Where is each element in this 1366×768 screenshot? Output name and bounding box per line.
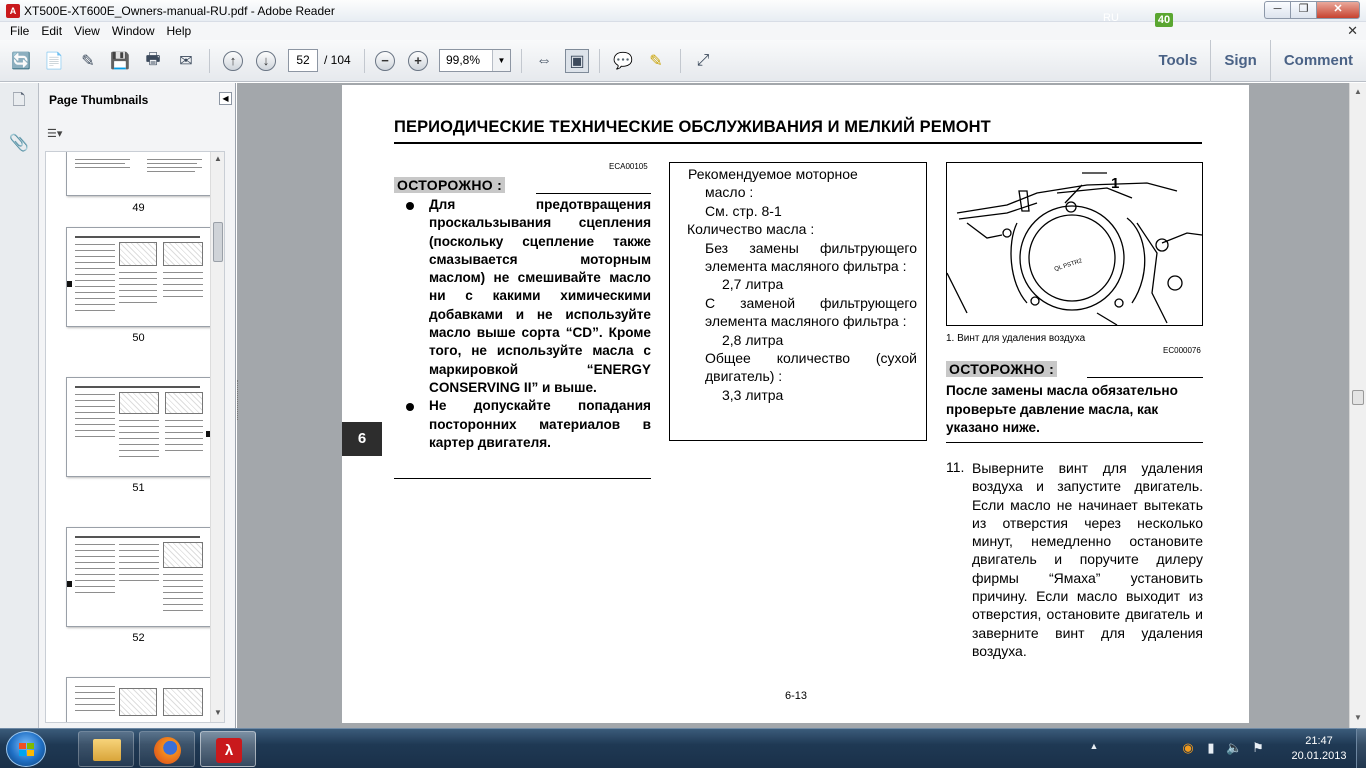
zoom-value: 99,8% [446, 53, 481, 67]
caution-rule [536, 193, 651, 194]
page-footer-number: 6-13 [785, 690, 808, 702]
thumbnail-scrollbar[interactable] [210, 152, 224, 722]
firefox-taskbar-button[interactable] [139, 731, 195, 767]
panel-title: Page Thumbnails [49, 93, 149, 107]
adobe-reader-icon: A [6, 4, 20, 18]
navigation-strip [0, 83, 39, 728]
bullet-icon [406, 202, 414, 210]
caution2-end-rule [946, 442, 1203, 443]
highlight-icon[interactable]: ✎ [649, 53, 663, 70]
chevron-down-icon[interactable]: ▼ [492, 50, 510, 71]
window-controls [1264, 1, 1360, 19]
show-desktop-button[interactable] [1356, 728, 1366, 768]
pdf-page [342, 85, 1249, 723]
chapter-tab: 6 [342, 422, 382, 456]
caution-bullets [394, 196, 651, 452]
minimize-button[interactable]: ─ [1264, 1, 1290, 19]
caution2-text: После замены масла обязательно проверьте давление масла, как указано ниже. [946, 383, 1178, 436]
clock-time: 21:47 [1305, 735, 1333, 747]
clock[interactable] [1284, 734, 1354, 764]
maximize-button[interactable]: ❐ [1290, 1, 1316, 19]
thumbnail-page-current[interactable] [66, 527, 211, 627]
svg-text:QL PSTR2: QL PSTR2 [1053, 258, 1084, 273]
header-rule [394, 142, 1202, 144]
attachments-icon[interactable]: 📎 [9, 135, 29, 152]
zoom-in-button[interactable]: + [406, 49, 430, 73]
menu-view[interactable]: View [74, 24, 100, 38]
step-number: 11. [946, 459, 965, 475]
windows-flag-icon [19, 743, 35, 757]
bullet-item: Не допускайте попадания посторонних материалов в картер двигателя. [394, 397, 651, 452]
thumbnail-label: 51 [132, 482, 145, 494]
thumbnail-page[interactable] [66, 227, 211, 327]
explorer-taskbar-button[interactable] [78, 731, 134, 767]
caution2-label: ОСТОРОЖНО : [946, 361, 1057, 377]
folder-icon [93, 739, 121, 761]
firefox-icon [154, 737, 181, 764]
menu-window[interactable]: Window [111, 24, 155, 38]
engine-cover-drawing [947, 163, 1203, 326]
zoom-out-button[interactable]: − [373, 49, 397, 73]
caution2-rule [1087, 377, 1203, 378]
close-button[interactable]: ✕ [1316, 1, 1360, 19]
network-icon[interactable]: ▮ [1207, 740, 1215, 755]
thumbnail-label: 52 [132, 632, 145, 644]
save-icon[interactable]: 💾 [110, 53, 130, 70]
collapse-panel-icon[interactable]: ◀ [219, 92, 232, 105]
tray-badge[interactable]: 40 [1155, 13, 1173, 27]
step-text: Выверните винт для удаления воздуха и запустите двигатель. Если масло не начинает вытекать из отверстия через несколько минут, немедленно остановите двигатель и поручите дилеру фирмы “Ямаха” установить причину. Если масло выходит из отверстия, остановите двигатель и заверните винт для удаления воздуха. [972, 460, 1203, 659]
action-center-icon[interactable]: ⚑ [1252, 740, 1264, 755]
panel-splitter[interactable] [237, 380, 241, 420]
figure-callout: 1 [1111, 175, 1120, 192]
thumbnail-page[interactable] [66, 677, 211, 723]
menu-help[interactable]: Help [166, 24, 192, 38]
menu-file[interactable]: File [10, 24, 30, 38]
figure-caption: 1. Винт для удаления воздуха [946, 333, 1086, 344]
scroll-down-icon[interactable]: ▼ [1354, 713, 1362, 722]
combine-icon[interactable]: 📄 [44, 53, 64, 70]
window-title: XT500E-XT600E_Owners-manual-RU.pdf - Adobe Reader [24, 3, 335, 18]
engine-figure [946, 162, 1203, 326]
caution-label: ОСТОРОЖНО : [394, 177, 505, 193]
caution-end-rule [394, 478, 651, 479]
fit-width-icon[interactable]: ⇔ [536, 52, 552, 69]
adobe-reader-taskbar-button[interactable] [200, 731, 256, 767]
print-icon[interactable]: 🖶 [145, 50, 161, 68]
document-scrollbar[interactable] [1349, 83, 1366, 728]
caution-heading [394, 177, 505, 193]
comment-link[interactable]: Comment [1270, 40, 1366, 82]
tools-link[interactable]: Tools [1158, 52, 1198, 69]
page-total: / 104 [324, 53, 351, 67]
oil-spec-box: Рекомендуемое моторное масло : См. стр. 8-1 Количество масла : Без замены фильтрующего элемента масляного фильтра : 2,7 литра С заменой фильтрующего элемента масляного фильтра : 2,8 литра Общее количество (сухой двигатель) : 3,3 литра [669, 162, 927, 441]
previous-page-button[interactable]: ↑ [221, 49, 245, 73]
clock-date: 20.01.2013 [1291, 750, 1347, 762]
page-thumbnails-icon[interactable]: 🗋 [12, 92, 26, 109]
volume-icon[interactable]: 🔈 [1226, 740, 1243, 755]
page-header: ПЕРИОДИЧЕСКИЕ ТЕХНИЧЕСКИЕ ОБСЛУЖИВАНИЯ И МЕЛКИЙ РЕМОНТ [394, 118, 991, 136]
thumbnail-list [45, 151, 225, 723]
thumbnail-label: 49 [132, 202, 145, 214]
caution2-heading [946, 361, 1057, 377]
options-menu-icon[interactable]: ☰▾ [47, 128, 63, 140]
thumbnail-page[interactable] [66, 151, 211, 196]
comment-icon[interactable]: 💬 [613, 53, 633, 70]
zoom-select[interactable] [439, 49, 511, 72]
next-page-button[interactable]: ↓ [254, 49, 278, 73]
caution2-code: EC000076 [1163, 346, 1201, 355]
bullet-icon [406, 403, 414, 411]
email-icon[interactable]: ✉ [179, 53, 193, 70]
scroll-thumb[interactable] [213, 222, 223, 262]
scroll-down-icon[interactable]: ▼ [214, 708, 222, 717]
thumbnail-label: 50 [132, 332, 145, 344]
taskbar [0, 728, 1366, 768]
caution-code: ECA00105 [609, 162, 648, 171]
close-document-icon[interactable]: ✕ [1347, 23, 1358, 38]
bullet-item: Для предотвращения проскальзывания сцепления (поскольку сцепление также смазывается моторным маслом) не смешивайте масло ни с какими химическими добавками и не используйте масло выше сорта “CD”. Кроме того, не используйте масла с маркировкой “ENERGY CONSERVING II” и выше. [394, 196, 651, 397]
right-panel-links [1145, 40, 1366, 82]
thumbnail-page[interactable] [66, 377, 211, 477]
create-pdf-icon[interactable]: 🔄 [11, 53, 31, 70]
sign-link[interactable]: Sign [1210, 40, 1270, 82]
scroll-thumb[interactable] [1352, 390, 1364, 405]
acrobat-icon: λ [216, 738, 242, 763]
read-mode-icon[interactable]: ⤢ [696, 52, 710, 69]
page-number-input[interactable]: 52 [288, 49, 318, 72]
thumbnails-panel [39, 83, 236, 728]
tray-expand-icon[interactable]: ▲ [1089, 741, 1099, 751]
fit-page-icon[interactable]: ▣ [565, 49, 589, 73]
edit-icon[interactable]: ✎ [81, 53, 95, 70]
app-tray-icon[interactable]: ◉ [1182, 740, 1194, 755]
scroll-up-icon[interactable]: ▲ [214, 154, 222, 163]
scroll-up-icon[interactable]: ▲ [1354, 87, 1362, 96]
start-button[interactable] [6, 731, 46, 767]
menu-edit[interactable]: Edit [41, 24, 63, 38]
language-indicator[interactable]: RU [1103, 12, 1119, 24]
